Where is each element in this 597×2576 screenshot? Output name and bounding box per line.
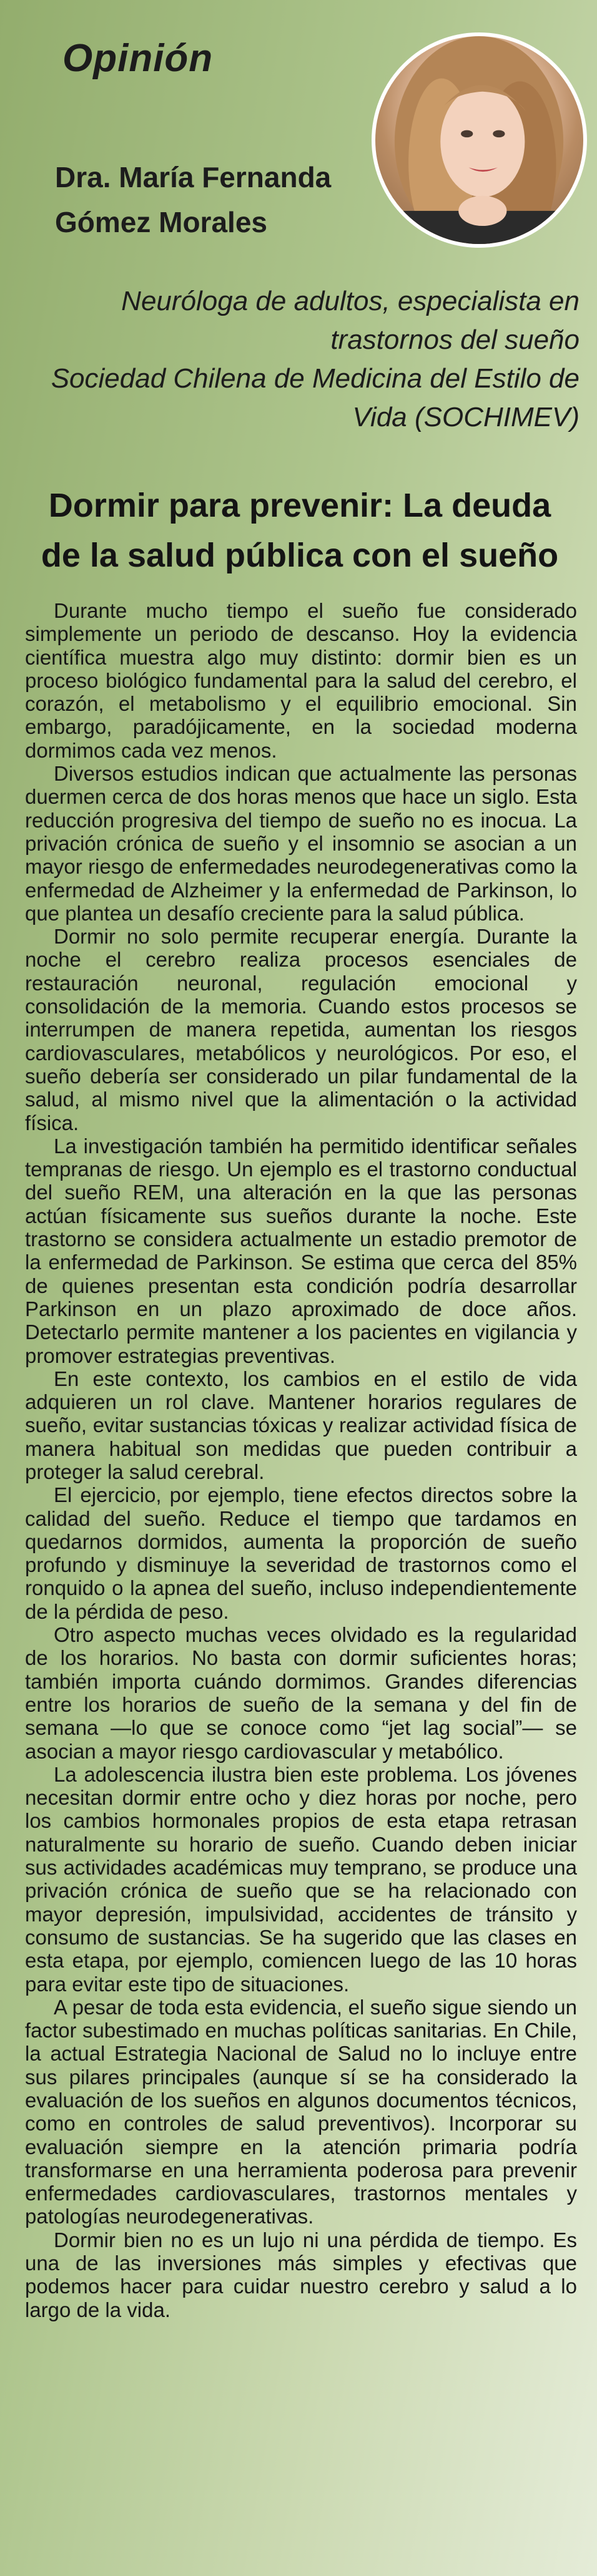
body-paragraph: Durante mucho tiempo el sueño fue considerado simplemente un periodo de descanso. Hoy la evidencia científica muestra algo muy distinto: dormir bien es un proceso biológico fundamental para la salud del cerebro, el corazón, el metabolismo y el equilibrio emocional. Sin embargo, paradójicamente, en la sociedad moderna dormimos cada vez menos.	[25, 599, 577, 762]
body-paragraph: A pesar de toda esta evidencia, el sueño sigue siendo un factor subestimado en muchas políticas sanitarias. En Chile, la actual Estrategia Nacional de Salud no lo incluye entre sus pilares principales (aunque sí se ha considerado la evaluación de los sueños en algunos documentos técnicos, como en controles de salud preventivos). Incorporar su evaluación siempre en la atención primaria podría transformarse en una herramienta poderosa para prevenir enfermedades cardiovasculares, trastornos mentales y patologías neurodegenerativas.	[25, 1995, 577, 2228]
headline-line-2: de la salud pública con el sueño	[41, 537, 559, 574]
body-paragraph: Otro aspecto muchas veces olvidado es la regularidad de los horarios. No basta con dormir suficientes horas; también importa cuándo dormimos. Grandes diferencias entre los horarios de sueño de la semana y del fin de semana —lo que se conoce como “jet lag social”— se asocian a mayor riesgo cardiovascular y metabólico.	[25, 1623, 577, 1763]
body-paragraph: En este contexto, los cambios en el estilo de vida adquieren un rol clave. Mantener horarios regulares de sueño, evitar sustancias tóxicas y realizar actividad física de manera habitual son medidas que pueden contribuir a proteger la salud cerebral.	[25, 1367, 577, 1483]
author-portrait-image	[375, 36, 583, 244]
article-body	[25, 599, 577, 2321]
credential-line: Vida (SOCHIMEV)	[352, 402, 580, 432]
credential-line: Sociedad Chilena de Medicina del Estilo de	[51, 363, 580, 394]
author-photo	[372, 32, 587, 248]
credential-line: Neuróloga de adultos, especialista en	[121, 286, 580, 316]
section-label: Opinión	[62, 37, 214, 80]
body-paragraph: La adolescencia ilustra bien este problema. Los jóvenes necesitan dormir entre ocho y diez horas por noche, pero los cambios hormonales propios de esta etapa retrasan naturalmente su horario de sueño. Cuando deben iniciar sus actividades académicas muy temprano, se produce una privación crónica de sueño que se ha relacionado con mayor depresión, impulsividad, accidentes de tránsito y consumo de sustancias. Se ha sugerido que las clases en esta etapa, por ejemplo, comiencen luego de las 10 horas para evitar este tipo de situaciones.	[25, 1762, 577, 1996]
article-headline	[19, 481, 581, 580]
body-paragraph: El ejercicio, por ejemplo, tiene efectos directos sobre la calidad del sueño. Reduce el tiempo que tardamos en quedarnos dormidos, aumenta la proporción de sueño profundo y disminuye la severidad de trastornos como el ronquido o la apnea del sueño, incluso independientemente de la pérdida de peso.	[25, 1483, 577, 1623]
body-paragraph: Diversos estudios indican que actualmente las personas duermen cerca de dos horas menos que hace un siglo. Esta reducción progresiva del tiempo de sueño no es inocua. La privación crónica de sueño y el insomnio se asocian a un mayor riesgo de enfermedades neurodegenerativas como la enfermedad de Alzheimer y la enfermedad de Parkinson, lo que plantea un desafío creciente para la salud pública.	[25, 762, 577, 925]
author-name-line-1: Dra. María Fernanda	[55, 161, 332, 193]
column-header	[0, 0, 597, 246]
headline-line-1: Dormir para prevenir: La deuda	[48, 487, 551, 524]
author-credentials	[17, 282, 580, 437]
author-name	[55, 155, 331, 245]
body-paragraph: Dormir bien no es un lujo ni una pérdida de tiempo. Es una de las inversiones más simples y efectivas que podemos hacer para cuidar nuestro cerebro y salud a lo largo de la vida.	[25, 2228, 577, 2321]
body-paragraph: Dormir no solo permite recuperar energía. Durante la noche el cerebro realiza procesos esenciales de restauración neuronal, regulación emocional y consolidación de la memoria. Cuando estos procesos se interrumpen de manera repetida, aumentan los riesgos cardiovasculares, metabólicos y neurológicos. Por eso, el sueño debería ser considerado un pilar fundamental de la salud, al mismo nivel que la alimentación o la actividad física.	[25, 925, 577, 1134]
body-paragraph: La investigación también ha permitido identificar señales tempranas de riesgo. Un ejemplo es el trastorno conductual del sueño REM, una alteración en la que las personas actúan físicamente sus sueños durante la noche. Este trastorno se considera actualmente un estadio premotor de la enfermedad de Parkinson. Se estima que cerca del 85% de quienes presentan esta condición podría desarrollar Parkinson en un plazo aproximado de doce años. Detectarlo permite mantener a los pacientes en vigilancia y promover estrategias preventivas.	[25, 1134, 577, 1367]
author-name-line-2: Gómez Morales	[55, 206, 267, 238]
credential-line: trastornos del sueño	[330, 324, 580, 355]
